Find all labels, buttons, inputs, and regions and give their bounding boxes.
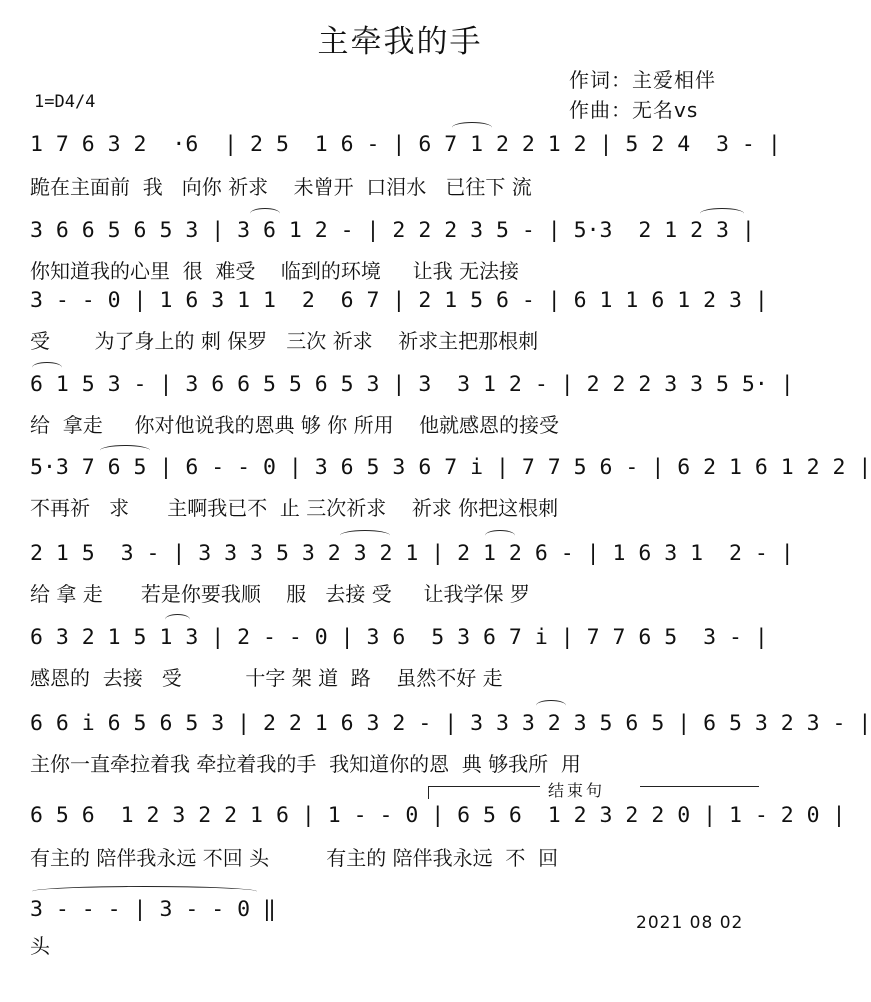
score-notes-row-10: 3 - - - | 3 - - 0 ‖: [30, 897, 276, 922]
slur-arc: [32, 362, 62, 373]
slur-arc: [340, 530, 390, 541]
song-title: 主牵我的手: [317, 24, 483, 60]
ending-label: 结束句: [548, 781, 606, 800]
slur-arc: [250, 208, 280, 219]
slur-arc: [536, 700, 566, 711]
score-notes-row-6: 2 1 5 3 - | 3 3 3 5 3 2 3 2 1 | 2 1 2 6 - | 1 6 3 1 2 - |: [30, 541, 794, 566]
score-lyrics-row-4: 给 拿走 你对他说我的恩典 够 你 所用 他就感恩的接受: [30, 413, 560, 437]
slur-arc: [165, 614, 190, 625]
score-lyrics-row-1: 跪在主面前 我 向你 祈求 未曾开 口泪水 已往下 流: [30, 175, 532, 199]
score-lyrics-row-9: 有主的 陪伴我永远 不回 头 有主的 陪伴我永远 不 回: [30, 846, 559, 870]
score-lyrics-row-3: 受 为了身上的 刺 保罗 三次 祈求 祈求主把那根刺: [30, 329, 539, 353]
slur-arc: [452, 122, 492, 133]
composer-credit: 作曲：无名vs: [569, 98, 699, 122]
score-notes-row-8: 6 6 i 6 5 6 5 3 | 2 2 1 6 3 2 - | 3 3 3 2 3 5 6 5 | 6 5 3 2 3 - |: [30, 711, 871, 736]
key-signature: 1=D4/4: [34, 92, 96, 112]
score-lyrics-row-6: 给 拿 走 若是你要我顺 服 去接 受 让我学保 罗: [30, 582, 530, 606]
date-stamp: 2021 08 02: [636, 913, 744, 933]
score-lyrics-row-10: 头: [30, 934, 50, 958]
score-lyrics-row-2: 你知道我的心里 很 难受 临到的环境 让我 无法接: [30, 259, 520, 283]
score-notes-row-4: 6 1 5 3 - | 3 6 6 5 5 6 5 3 | 3 3 1 2 - | 2 2 2 3 3 5 5· |: [30, 372, 794, 397]
slur-arc: [700, 208, 744, 219]
score-notes-row-3: 3 - - 0 | 1 6 3 1 1 2 6 7 | 2 1 5 6 - | 6 1 1 6 1 2 3 |: [30, 288, 768, 313]
score-notes-row-1: 1 7 6 3 2 ·6 | 2 5 1 6 - | 6 7 1 2 2 1 2 | 5 2 4 3 - |: [30, 132, 781, 157]
score-notes-row-5: 5·3 7 6 5 | 6 - - 0 | 3 6 5 3 6 7 i | 7 7 5 6 - | 6 2 1 6 1 2 2 |: [30, 455, 871, 480]
tie-arc: [32, 886, 257, 897]
score-notes-row-7: 6 3 2 1 5 1 3 | 2 - - 0 | 3 6 5 3 6 7 i | 7 7 6 5 3 - |: [30, 625, 768, 650]
score-notes-row-9: 6 5 6 1 2 3 2 2 1 6 | 1 - - 0 | 6 5 6 1 2 3 2 2 0 | 1 - 2 0 |: [30, 803, 846, 828]
score-lyrics-row-7: 感恩的 去接 受 十字 架 道 路 虽然不好 走: [30, 666, 503, 690]
score-lyrics-row-5: 不再祈 求 主啊我已不 止 三次祈求 祈求 你把这根刺: [30, 496, 559, 520]
slur-arc: [100, 445, 150, 456]
score-notes-row-2: 3 6 6 5 6 5 3 | 3 6 1 2 - | 2 2 2 3 5 - | 5·3 2 1 2 3 |: [30, 218, 755, 243]
lyricist-credit: 作词：主爱相伴: [569, 68, 716, 92]
slur-arc: [485, 530, 515, 541]
score-lyrics-row-8: 主你一直牵拉着我 牵拉着我的手 我知道你的恩 典 够我所 用: [30, 752, 581, 776]
